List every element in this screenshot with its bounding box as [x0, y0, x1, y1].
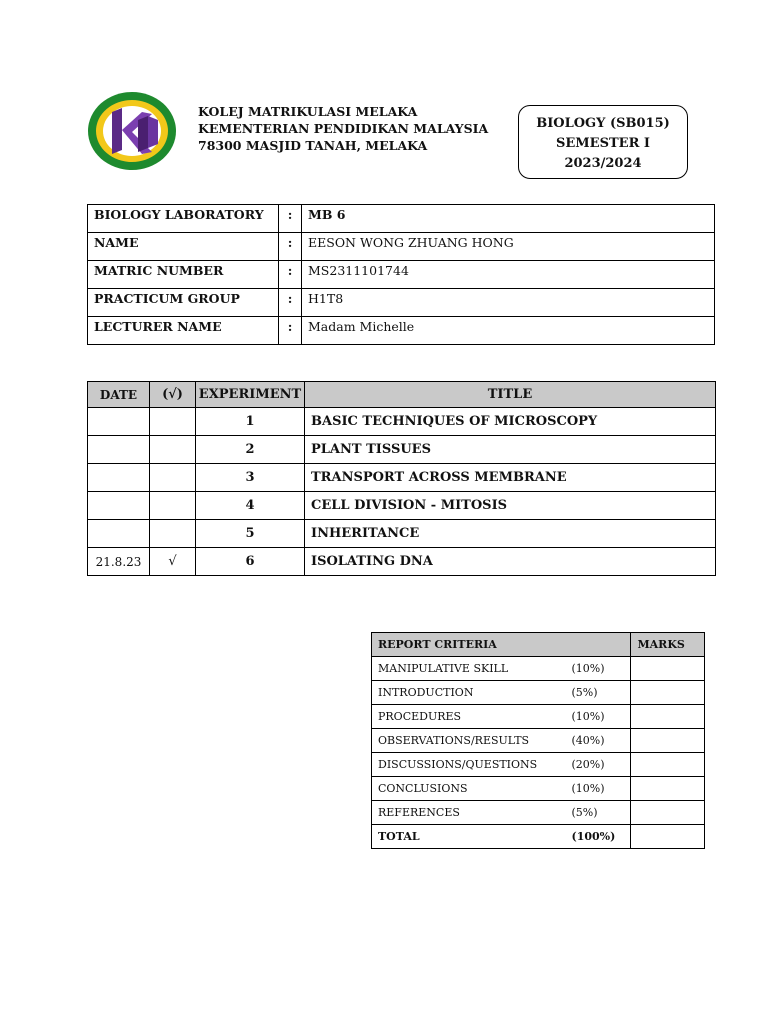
table-header-row	[372, 633, 705, 657]
criteria-percent: (10%)	[566, 777, 631, 801]
table-row	[88, 464, 716, 492]
info-colon: :	[279, 205, 302, 233]
table-row	[88, 317, 715, 345]
criteria-name: TOTAL	[372, 825, 566, 849]
criteria-percent: (5%)	[566, 801, 631, 825]
criteria-marks	[631, 801, 705, 825]
exp-tick	[150, 408, 196, 436]
criteria-marks	[631, 681, 705, 705]
exp-tick	[150, 436, 196, 464]
criteria-name: REFERENCES	[372, 801, 566, 825]
table-row	[372, 657, 705, 681]
exp-title: TRANSPORT ACROSS MEMBRANE	[305, 464, 716, 492]
criteria-name: INTRODUCTION	[372, 681, 566, 705]
experiments-table	[87, 381, 716, 576]
info-value: EESON WONG ZHUANG HONG	[302, 233, 715, 261]
info-label: MATRIC NUMBER	[88, 261, 279, 289]
criteria-name: CONCLUSIONS	[372, 777, 566, 801]
column-header-criteria: REPORT CRITERIA	[372, 633, 631, 657]
column-header-experiment: EXPERIMENT	[196, 382, 305, 408]
info-colon: :	[279, 233, 302, 261]
exp-title: CELL DIVISION - MITOSIS	[305, 492, 716, 520]
criteria-name: DISCUSSIONS/QUESTIONS	[372, 753, 566, 777]
table-header-row	[88, 382, 716, 408]
criteria-marks	[631, 753, 705, 777]
info-value: H1T8	[302, 289, 715, 317]
info-label: LECTURER NAME	[88, 317, 279, 345]
institution-address	[198, 103, 488, 154]
exp-date	[88, 520, 150, 548]
exp-title: INHERITANCE	[305, 520, 716, 548]
exp-title: PLANT TISSUES	[305, 436, 716, 464]
table-row	[88, 408, 716, 436]
exp-number: 3	[196, 464, 305, 492]
criteria-name: OBSERVATIONS/RESULTS	[372, 729, 566, 753]
subject-box	[518, 105, 688, 179]
institution-line: KEMENTERIAN PENDIDIKAN MALAYSIA	[198, 121, 489, 136]
column-header-date: DATE	[88, 382, 150, 408]
criteria-percent: (5%)	[566, 681, 631, 705]
exp-title: ISOLATING DNA	[305, 548, 716, 576]
exp-date	[88, 408, 150, 436]
subject-line: BIOLOGY (SB015)	[536, 116, 670, 131]
table-row	[372, 801, 705, 825]
criteria-percent: (100%)	[566, 825, 631, 849]
column-header-title: TITLE	[305, 382, 716, 408]
table-row	[88, 548, 716, 576]
info-value: MB 6	[302, 205, 715, 233]
institution-line: KOLEJ MATRIKULASI MELAKA	[198, 104, 418, 119]
table-row	[372, 705, 705, 729]
criteria-marks	[631, 825, 705, 849]
criteria-percent: (10%)	[566, 705, 631, 729]
criteria-percent: (40%)	[566, 729, 631, 753]
criteria-marks	[631, 705, 705, 729]
exp-number: 6	[196, 548, 305, 576]
exp-date	[88, 464, 150, 492]
criteria-percent: (20%)	[566, 753, 631, 777]
table-row	[372, 729, 705, 753]
info-colon: :	[279, 317, 302, 345]
info-value: Madam Michelle	[302, 317, 715, 345]
exp-title: BASIC TECHNIQUES OF MICROSCOPY	[305, 408, 716, 436]
info-colon: :	[279, 289, 302, 317]
subject-line: 2023/2024	[564, 156, 642, 171]
criteria-name: PROCEDURES	[372, 705, 566, 729]
exp-number: 4	[196, 492, 305, 520]
table-row	[372, 777, 705, 801]
table-row	[88, 233, 715, 261]
criteria-marks	[631, 657, 705, 681]
exp-tick	[150, 464, 196, 492]
table-row	[88, 436, 716, 464]
info-colon: :	[279, 261, 302, 289]
exp-date	[88, 492, 150, 520]
column-header-marks: MARKS	[631, 633, 705, 657]
info-label: PRACTICUM GROUP	[88, 289, 279, 317]
table-row	[88, 261, 715, 289]
exp-tick	[150, 520, 196, 548]
exp-number: 1	[196, 408, 305, 436]
college-logo	[86, 90, 178, 172]
exp-number: 2	[196, 436, 305, 464]
exp-date: 21.8.23	[88, 548, 150, 576]
report-criteria-table	[371, 632, 705, 849]
table-row	[88, 205, 715, 233]
total-row	[372, 825, 705, 849]
table-row	[372, 681, 705, 705]
institution-line: 78300 MASJID TANAH, MELAKA	[198, 138, 428, 153]
exp-tick: √	[150, 548, 196, 576]
table-row	[88, 492, 716, 520]
exp-tick	[150, 492, 196, 520]
info-label: NAME	[88, 233, 279, 261]
table-row	[372, 753, 705, 777]
criteria-name: MANIPULATIVE SKILL	[372, 657, 566, 681]
exp-date	[88, 436, 150, 464]
info-label: BIOLOGY LABORATORY	[88, 205, 279, 233]
exp-number: 5	[196, 520, 305, 548]
table-row	[88, 520, 716, 548]
info-value: MS2311101744	[302, 261, 715, 289]
student-info-table	[87, 204, 715, 345]
criteria-marks	[631, 729, 705, 753]
column-header-tick: (√)	[150, 382, 196, 408]
criteria-percent: (10%)	[566, 657, 631, 681]
table-row	[88, 289, 715, 317]
criteria-marks	[631, 777, 705, 801]
subject-line: SEMESTER I	[556, 136, 650, 151]
